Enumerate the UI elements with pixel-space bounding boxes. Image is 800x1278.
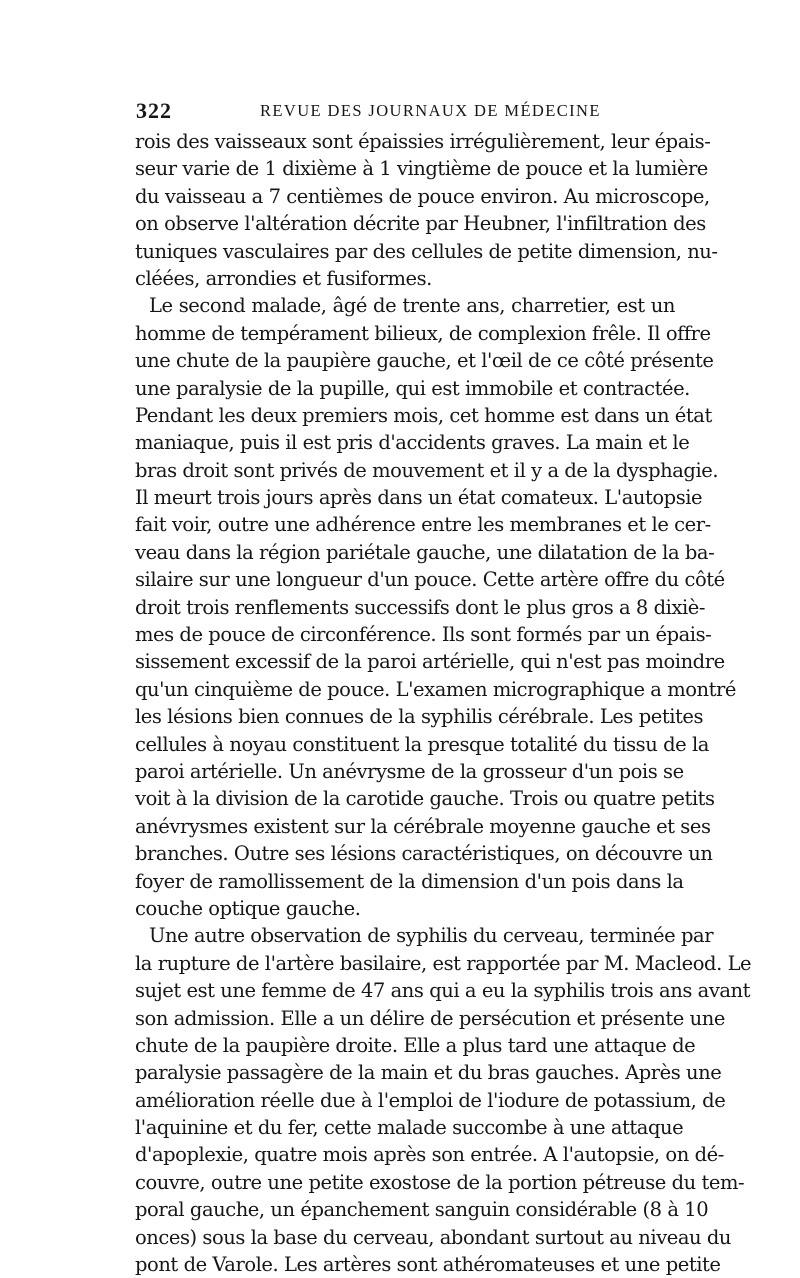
text-line: onces) sous la base du cerveau, abondant surtout au niveau du bbox=[135, 1225, 732, 1249]
text-line: homme de tempérament bilieux, de complexion frêle. Il offre bbox=[135, 321, 711, 345]
text-line: qu'un cinquième de pouce. L'examen micrographique a montré bbox=[135, 677, 737, 701]
text-line: tuniques vasculaires par des cellules de petite dimension, nu- bbox=[135, 239, 718, 263]
text-line: poral gauche, un épanchement sanguin considérable (8 à 10 bbox=[135, 1198, 709, 1222]
text-line: son admission. Elle a un délire de persécution et présente une bbox=[135, 1006, 725, 1030]
text-line: seur varie de 1 dixième à 1 vingtième de pouce et la lumière bbox=[135, 157, 708, 181]
text-line: couvre, outre une petite exostose de la portion pétreuse du tem- bbox=[135, 1170, 745, 1194]
text-line: Pendant les deux premiers mois, cet homme est dans un état bbox=[135, 403, 712, 427]
text-line: silaire sur une longueur d'un pouce. Cette artère offre du côté bbox=[135, 568, 725, 592]
text-line: une paralysie de la pupille, qui est immobile et contractée. bbox=[135, 376, 690, 400]
text-line: droit trois renflements successifs dont le plus gros a 8 dixiè- bbox=[135, 595, 706, 619]
text-line: Il meurt trois jours après dans un état comateux. L'autopsie bbox=[135, 486, 703, 510]
text-line: sujet est une femme de 47 ans qui a eu la syphilis trois ans avant bbox=[135, 979, 751, 1003]
text-line: paroi artérielle. Un anévrysme de la grosseur d'un pois se bbox=[135, 759, 684, 783]
text-line: couche optique gauche. bbox=[135, 896, 361, 920]
body-text bbox=[135, 128, 752, 1278]
text-line: bras droit sont privés de mouvement et il y a de la dysphagie. bbox=[135, 458, 719, 482]
text-line: fait voir, outre une adhérence entre les membranes et le cer- bbox=[135, 513, 711, 537]
text-line: mes de pouce de circonférence. Ils sont formés par un épais- bbox=[135, 623, 712, 647]
text-line: chute de la paupière droite. Elle a plus tard une attaque de bbox=[135, 1033, 696, 1057]
text-line: branches. Outre ses lésions caractéristiques, on découvre un bbox=[135, 842, 713, 866]
text-line: maniaque, puis il est pris d'accidents graves. La main et le bbox=[135, 431, 690, 455]
page-header bbox=[130, 98, 670, 128]
text-line: pont de Varole. Les artères sont athéromateuses et une petite bbox=[135, 1253, 721, 1277]
text-line: d'apoplexie, quatre mois après son entrée. A l'autopsie, on dé- bbox=[135, 1143, 724, 1167]
text-line: l'aquinine et du fer, cette malade succombe à une attaque bbox=[135, 1116, 684, 1140]
text-line: Une autre observation de syphilis du cerveau, terminée par bbox=[149, 924, 714, 948]
text-line: les lésions bien connues de la syphilis cérébrale. Les petites bbox=[135, 705, 704, 729]
text-line: anévrysmes existent sur la cérébrale moyenne gauche et ses bbox=[135, 814, 711, 838]
text-line: cléées, arrondies et fusiformes. bbox=[135, 266, 432, 290]
text-line: rois des vaisseaux sont épaissies irrégulièrement, leur épais- bbox=[135, 130, 711, 153]
text-line: du vaisseau a 7 centièmes de pouce environ. Au microscope, bbox=[135, 184, 710, 208]
text-line: la rupture de l'artère basilaire, est rapportée par M. Macleod. Le bbox=[135, 951, 752, 975]
text-line: voit à la division de la carotide gauche. Trois ou quatre petits bbox=[135, 787, 715, 811]
text-line: on observe l'altération décrite par Heubner, l'infiltration des bbox=[135, 212, 706, 236]
page-number: 322 bbox=[136, 98, 172, 123]
text-line: cellules à noyau constituent la presque totalité du tissu de la bbox=[135, 732, 709, 756]
text-line: une chute de la paupière gauche, et l'œil de ce côté présente bbox=[135, 349, 714, 373]
text-line: veau dans la région pariétale gauche, une dilatation de la ba- bbox=[135, 540, 715, 564]
text-line: paralysie passagère de la main et du bras gauches. Après une bbox=[135, 1061, 722, 1085]
text-line: foyer de ramollissement de la dimension d'un pois dans la bbox=[135, 869, 684, 893]
text-line: Le second malade, âgé de trente ans, charretier, est un bbox=[149, 294, 675, 318]
running-head: REVUE DES JOURNAUX DE MÉDECINE bbox=[260, 101, 601, 120]
text-line: amélioration réelle due à l'emploi de l'iodure de potassium, de bbox=[135, 1088, 726, 1112]
text-line: sissement excessif de la paroi artérielle, qui n'est pas moindre bbox=[135, 650, 725, 674]
